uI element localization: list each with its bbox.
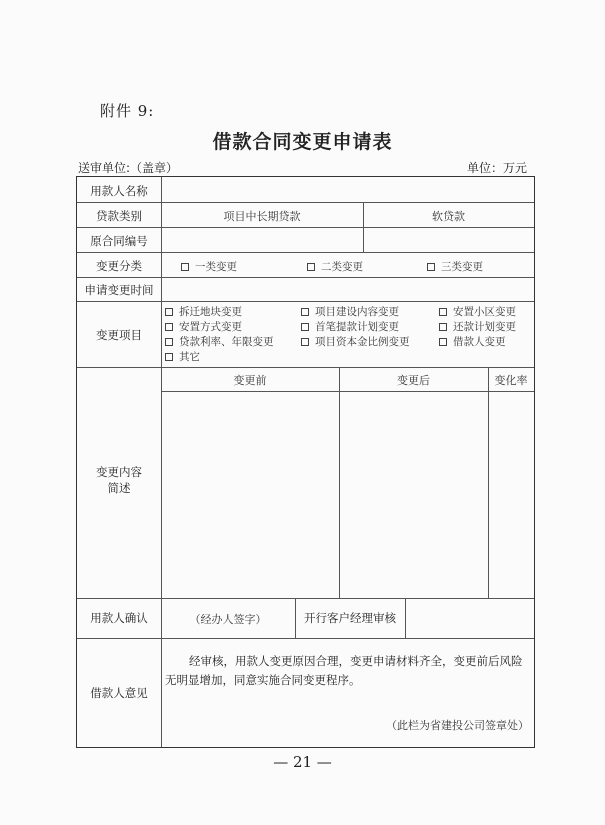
opinion-label: 借款人意见 [90,686,148,700]
checkbox-icon [301,338,309,346]
checkbox-icon [301,308,309,316]
checkbox-icon [439,308,447,316]
col-after-header: 变更后 [397,374,430,387]
class-option-1[interactable]: 一类变更 [181,259,237,274]
col-before-header: 变更前 [233,374,267,387]
borrower-confirm-label: 用款人确认 [90,611,148,625]
contract-number-label: 原合同编号 [90,234,148,248]
unit-label: 单位：万元 [466,161,527,175]
checkbox-icon [165,338,173,346]
loan-type-option-long-term: 项目中长期贷款 [223,210,301,223]
change-application-form [76,176,535,748]
item-option-9[interactable]: 借款人变更 [439,334,506,349]
submitter-label: 送审单位:（盖章） [78,161,179,175]
borrower-name-label: 用款人名称 [90,184,148,198]
opinion-note: （此栏为省建投公司签章处） [386,719,529,732]
content-label-line2: 简述 [107,481,131,495]
item-option-8[interactable]: 项目资本金比例变更 [301,334,410,349]
loan-type-option-soft: 软贷款 [432,210,465,223]
item-option-6[interactable]: 还款计划变更 [439,319,516,334]
form-title: 借款合同变更申请表 [212,131,393,153]
checkbox-icon [427,263,435,271]
checkbox-icon [439,323,447,331]
item-option-3[interactable]: 安置小区变更 [439,304,516,319]
checkbox-icon [165,308,173,316]
class-option-2[interactable]: 二类变更 [307,259,363,274]
item-option-10[interactable]: 其它 [165,349,200,364]
change-items-label: 变更项目 [96,328,142,342]
item-option-2[interactable]: 项目建设内容变更 [301,304,399,319]
item-option-4[interactable]: 安置方式变更 [165,319,242,334]
checkbox-icon [181,263,189,271]
class-option-3[interactable]: 三类变更 [427,259,483,274]
apply-time-label: 申请变更时间 [84,283,154,297]
item-option-5[interactable]: 首笔提款计划变更 [301,319,399,334]
page-number: — 21 — [273,753,332,771]
annex-label: 附件 9: [100,102,155,120]
opinion-text: 经审核，用款人变更原因合理，变更申请材料齐全，变更前后风险无明显增加，同意实施合同变更程序。 [165,654,523,687]
item-option-7[interactable]: 贷款利率、年限变更 [165,334,274,349]
loan-type-label: 贷款类别 [96,209,142,223]
manager-review-label: 开行客户经理审核 [304,611,396,625]
change-class-label: 变更分类 [96,259,142,273]
checkbox-icon [165,353,173,361]
col-rate-header: 变化率 [494,374,528,387]
checkbox-icon [165,323,173,331]
item-option-1[interactable]: 拆迁地块变更 [165,304,242,319]
checkbox-icon [301,323,309,331]
signature-field: （经办人签字） [189,613,267,626]
content-label-line1: 变更内容 [96,465,142,479]
checkbox-icon [439,338,447,346]
checkbox-icon [307,263,315,271]
